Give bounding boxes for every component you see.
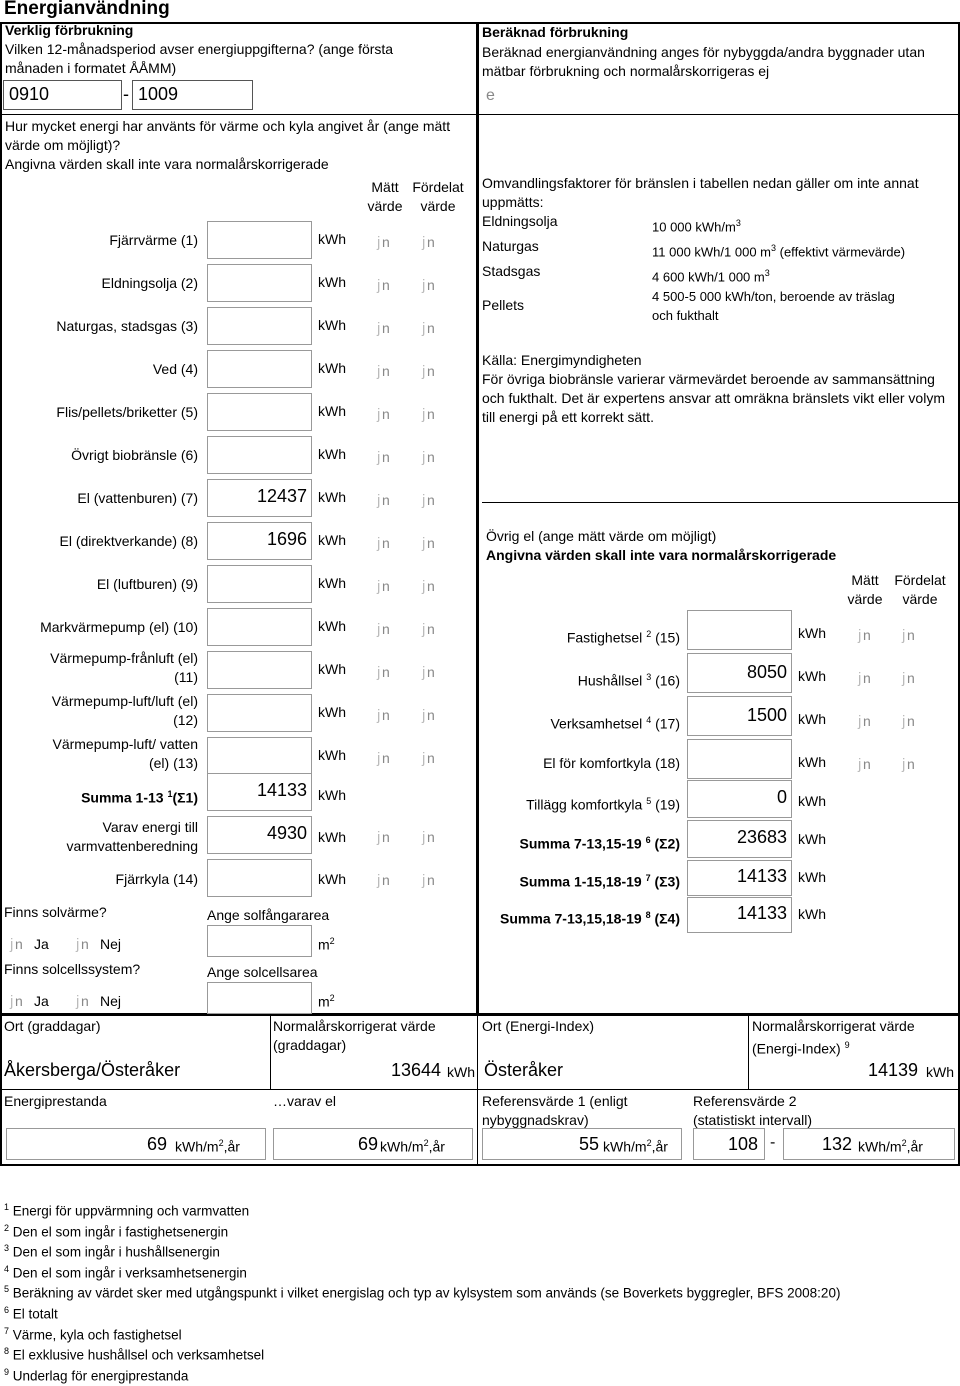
- svg-text:j: j: [76, 936, 80, 953]
- ovrig-el-row-unit: kWh: [798, 711, 826, 727]
- energy-row-label: Markvärmepump (el) (10): [40, 619, 198, 635]
- svg-text:j: j: [422, 621, 426, 638]
- svg-text:n: n: [382, 578, 390, 594]
- svg-text:n: n: [382, 449, 390, 465]
- tillagg-label: Tillägg komfortkyla $^5$ (19): [526, 796, 680, 813]
- energy-row-label: Fjärrvärme (1): [109, 232, 198, 248]
- ovrig-el-row-input[interactable]: [687, 610, 792, 650]
- energy-row-input[interactable]: [207, 651, 312, 689]
- energy-row-input[interactable]: 1696: [207, 522, 312, 560]
- ovrig-el-row-label: El för komfortkyla (18): [543, 755, 680, 771]
- energy-row-unit: kWh: [318, 317, 346, 333]
- summa-unit: kWh: [318, 787, 346, 803]
- energy-row-unit: kWh: [318, 747, 346, 763]
- svg-text:j: j: [422, 363, 426, 380]
- factor-name-olja: Eldningsolja: [482, 213, 558, 229]
- svg-text:n: n: [427, 578, 435, 594]
- solcell-ja-label: Ja: [34, 993, 49, 1009]
- energy-row-input[interactable]: [207, 264, 312, 302]
- sum4-label: Summa 7-13,15,18-19 $^8$ (Σ4): [500, 910, 680, 927]
- solcell-unit: $m^2$: [318, 993, 335, 1010]
- energy-row-fordelat-radio[interactable]: [420, 749, 438, 767]
- varav-fordelat-radio[interactable]: [420, 828, 438, 846]
- svg-text:j: j: [902, 627, 906, 644]
- svg-text:n: n: [863, 713, 871, 729]
- divider: [477, 1014, 478, 1166]
- divider: [477, 114, 960, 115]
- footnote: $^2$ Den el som ingår i fastighetsenergin: [4, 1222, 229, 1240]
- svg-text:n: n: [907, 670, 915, 686]
- svg-text:j: j: [377, 363, 381, 380]
- normal-graddagar-unit: kWh: [447, 1064, 475, 1080]
- energy-row-matt-radio[interactable]: [375, 276, 393, 294]
- svg-text:j: j: [422, 406, 426, 423]
- energy-row-label: Övrigt biobränsle (6): [71, 447, 198, 463]
- energy-row-input[interactable]: [207, 608, 312, 646]
- svg-text:n: n: [427, 363, 435, 379]
- energy-row-unit: kWh: [318, 403, 346, 419]
- tillagg-input[interactable]: 0: [687, 780, 792, 818]
- svg-text:n: n: [427, 707, 435, 723]
- svg-text:j: j: [858, 713, 862, 730]
- solcell-nej-label: Nej: [100, 993, 122, 1009]
- energy-row-label: El (vattenburen) (7): [77, 490, 198, 506]
- varav-label: Varav energi till varmvattenberedning: [66, 819, 198, 854]
- omvandling-intro: Omvandlingsfaktorer för bränslen i tabellen nedan gäller om inte annat uppmätts:: [482, 175, 919, 210]
- fjarrkyla-matt-radio[interactable]: [375, 871, 393, 889]
- ovrig-el-row-label: Verksamhetsel $^4$ (17): [550, 715, 680, 732]
- svg-text:j: j: [422, 492, 426, 509]
- sum4-unit: kWh: [798, 906, 826, 922]
- energy-row-unit: kWh: [318, 360, 346, 376]
- svg-text:j: j: [377, 621, 381, 638]
- svg-text:j: j: [377, 406, 381, 423]
- svg-text:j: j: [422, 277, 426, 294]
- svg-text:j: j: [10, 936, 14, 953]
- ref2-label: Referensvärde 2 (statistiskt intervall): [693, 1093, 813, 1128]
- energy-row-matt-radio[interactable]: [375, 663, 393, 681]
- svg-text:j: j: [377, 449, 381, 466]
- svg-text:n: n: [15, 936, 23, 952]
- energy-row-matt-radio[interactable]: [375, 448, 393, 466]
- svg-text:j: j: [422, 320, 426, 337]
- ovrig-el-row-matt-radio[interactable]: [856, 626, 874, 644]
- svg-text:j: j: [377, 535, 381, 552]
- energy-row-matt-radio[interactable]: [375, 749, 393, 767]
- normal-graddagar-label: Normalårskorrigerat värde (graddagar): [273, 1018, 436, 1053]
- footnote: $^3$ Den el som ingår i hushållsenergin: [4, 1243, 220, 1260]
- beraknad-checkbox[interactable]: e: [486, 87, 495, 104]
- energy-row-unit: kWh: [318, 704, 346, 720]
- footnote: $^6$ El totalt: [4, 1305, 58, 1322]
- footnote: $^7$ Värme, kyla och fastighetsel: [4, 1325, 182, 1343]
- period-separator: -: [123, 84, 129, 104]
- solfangar-label: Ange solfångararea: [207, 907, 330, 923]
- energiprestanda-input[interactable]: 69 kWh/$m^2,år$: [6, 1128, 266, 1160]
- ovrig-el-row-fordelat-radio[interactable]: [900, 712, 918, 730]
- svg-text:n: n: [427, 829, 435, 845]
- svg-text:n: n: [15, 993, 23, 1009]
- beraknad-title: Beräknad förbrukning: [482, 24, 629, 40]
- period-to-input[interactable]: 1009: [132, 80, 253, 110]
- svg-text:j: j: [377, 872, 381, 889]
- varav-matt-radio[interactable]: [375, 828, 393, 846]
- energy-row-fordelat-radio[interactable]: [420, 577, 438, 595]
- svg-text:j: j: [377, 829, 381, 846]
- svg-text:j: j: [422, 707, 426, 724]
- ort-graddagar-label: Ort (graddagar): [4, 1018, 101, 1034]
- solcell-nej-radio[interactable]: [74, 992, 92, 1010]
- ref1-label: Referensvärde 1 (enligt nybyggnadskrav): [482, 1093, 628, 1128]
- fjarrkyla-unit: kWh: [318, 871, 346, 887]
- ort-energi-value: Österåker: [484, 1060, 564, 1080]
- energy-row-input[interactable]: [207, 694, 312, 732]
- ovrig-el-row-unit: kWh: [798, 754, 826, 770]
- factor-value-stadsgas: 4 600 kWh/1 000 $m^3$: [652, 268, 770, 285]
- energy-row-fordelat-radio[interactable]: [420, 362, 438, 380]
- ref2-from-input[interactable]: 108: [693, 1128, 765, 1160]
- energy-row-label: Värmepump-luft/ vatten (el) (13): [52, 736, 198, 771]
- energy-row-input[interactable]: [207, 393, 312, 431]
- svg-text:j: j: [377, 750, 381, 767]
- sum2-label: Summa 7-13,15-19 $^6$ (Σ2): [519, 835, 680, 852]
- energy-row-label: Värmepump-luft/luft (el) (12): [51, 693, 198, 728]
- svg-text:n: n: [427, 535, 435, 551]
- footnote: $^8$ El exklusive hushållsel och verksamhetsel: [4, 1346, 265, 1363]
- energy-row-matt-radio[interactable]: [375, 620, 393, 638]
- energy-row-unit: kWh: [318, 661, 346, 677]
- ovrig-col-header-matt: Mätt värde: [847, 572, 883, 607]
- factor-name-pellets: Pellets: [482, 297, 525, 313]
- ovrig-el-note: Angivna värden skall inte vara normalårskorrigerade: [486, 547, 837, 563]
- energy-row-fordelat-radio[interactable]: [420, 534, 438, 552]
- ovrig-el-row-fordelat-radio[interactable]: [900, 669, 918, 687]
- factor-value-olja: 10 000 kWh/$m^3$: [652, 218, 741, 235]
- energy-question: Hur mycket energi har använts för värme och kyla angivet år (ange mätt värde om möjligt)?: [5, 118, 451, 153]
- energy-row-matt-radio[interactable]: [375, 491, 393, 509]
- ort-energi-label: Ort (Energi-Index): [482, 1018, 595, 1034]
- ovrig-el-row-input[interactable]: 8050: [687, 653, 792, 693]
- factor-name-stadsgas: Stadsgas: [482, 263, 541, 279]
- energy-row-fordelat-radio[interactable]: [420, 233, 438, 251]
- fjarrkyla-input[interactable]: [207, 859, 312, 897]
- summa-label: Summa 1-13 $^1$(Σ1): [81, 789, 198, 806]
- svg-text:n: n: [382, 621, 390, 637]
- svg-text:j: j: [422, 578, 426, 595]
- energy-row-input[interactable]: [207, 737, 312, 775]
- svg-text:n: n: [427, 872, 435, 888]
- ovrig-el-row-fordelat-radio[interactable]: [900, 626, 918, 644]
- ref1-input[interactable]: 55 kWh/$m^2,år$: [482, 1128, 682, 1160]
- energy-row-unit: kWh: [318, 231, 346, 247]
- sum3-input[interactable]: 14133: [687, 860, 792, 896]
- sum4-input[interactable]: 14133: [687, 897, 792, 933]
- svg-text:n: n: [382, 664, 390, 680]
- svg-text:j: j: [422, 234, 426, 251]
- energy-row-matt-radio[interactable]: [375, 233, 393, 251]
- solvarme-ja-radio[interactable]: [8, 935, 26, 953]
- energy-row-matt-radio[interactable]: [375, 405, 393, 423]
- solcell-question: Finns solcellssystem?: [4, 961, 141, 977]
- svg-text:n: n: [81, 993, 89, 1009]
- svg-text:n: n: [382, 535, 390, 551]
- solvarme-nej-label: Nej: [100, 936, 122, 952]
- varav-el-input[interactable]: 69 kWh/$m^2,år$: [273, 1128, 473, 1160]
- sum3-unit: kWh: [798, 869, 826, 885]
- footnote: $^4$ Den el som ingår i verksamhetsenergin: [4, 1263, 247, 1281]
- sum3-label: Summa 1-15,18-19 $^7$ (Σ3): [519, 873, 680, 890]
- svg-text:j: j: [377, 277, 381, 294]
- energy-row-unit: kWh: [318, 618, 346, 634]
- energy-row-unit: kWh: [318, 274, 346, 290]
- ovrig-el-row-input[interactable]: 1500: [687, 696, 792, 736]
- footnote: $^5$ Beräkning av värdet sker med utgångspunkt i vilket energislag och typ av kylsystem som används (se Boverkets byggregler, BFS 2008:20): [4, 1284, 841, 1301]
- energy-row-label: Naturgas, stadsgas (3): [56, 318, 198, 334]
- factor-value-naturgas: 11 000 kWh/1 000 $m^3$ (effektivt värmevärde): [652, 243, 906, 260]
- energy-row-unit: kWh: [318, 489, 346, 505]
- ovrig-el-row-label: Hushållsel $^3$ (16): [577, 672, 680, 689]
- fjarrkyla-fordelat-radio[interactable]: [420, 871, 438, 889]
- kalla-text: För övriga biobränsle varierar värmevärdet beroende av sammansättning och fukthalt. Det är expertens ansvar att omräkna bränslets vikt eller volym till energi på ett korrekt sätt.: [482, 371, 945, 425]
- svg-text:n: n: [427, 750, 435, 766]
- energy-row-unit: kWh: [318, 446, 346, 462]
- svg-text:j: j: [858, 670, 862, 687]
- solvarme-ja-label: Ja: [34, 936, 49, 952]
- energy-row-label: Eldningsolja (2): [101, 275, 198, 291]
- svg-text:j: j: [377, 707, 381, 724]
- divider: [0, 1089, 960, 1090]
- ref2-to-input[interactable]: 132 kWh/$m^2,år$: [783, 1128, 955, 1160]
- solfangar-unit: $m^2$: [318, 936, 335, 953]
- energy-row-matt-radio[interactable]: [375, 319, 393, 337]
- energy-row-input[interactable]: [207, 307, 312, 345]
- beraknad-desc: Beräknad energianvändning anges för nybyggda/andra byggnader utan mätbar förbrukning och normalårskorrigeras ej: [482, 44, 925, 79]
- page-title: Energianvändning: [4, 0, 170, 19]
- svg-text:n: n: [382, 492, 390, 508]
- ovrig-el-row-matt-radio[interactable]: [856, 712, 874, 730]
- sum2-unit: kWh: [798, 831, 826, 847]
- kalla-label: Källa: Energimyndigheten: [482, 352, 642, 368]
- solvarme-question: Finns solvärme?: [4, 904, 107, 920]
- ovrig-el-row-matt-radio[interactable]: [856, 669, 874, 687]
- svg-text:j: j: [377, 320, 381, 337]
- svg-text:n: n: [907, 627, 915, 643]
- svg-text:j: j: [858, 756, 862, 773]
- energy-row-input[interactable]: [207, 436, 312, 474]
- svg-text:n: n: [863, 670, 871, 686]
- svg-text:j: j: [422, 872, 426, 889]
- svg-text:n: n: [81, 936, 89, 952]
- svg-text:n: n: [427, 277, 435, 293]
- solfangar-input[interactable]: [207, 925, 312, 957]
- summa-input[interactable]: 14133: [207, 773, 312, 811]
- energy-row-label: El (luftburen) (9): [96, 576, 198, 592]
- fjarrkyla-label: Fjärrkyla (14): [115, 871, 198, 887]
- sum2-input[interactable]: 23683: [687, 820, 792, 858]
- divider: [748, 1014, 749, 1090]
- svg-text:j: j: [422, 449, 426, 466]
- divider: [482, 502, 960, 503]
- period-from-input[interactable]: 0910: [3, 80, 122, 110]
- svg-text:j: j: [902, 713, 906, 730]
- svg-text:j: j: [10, 993, 14, 1010]
- svg-text:n: n: [382, 707, 390, 723]
- energy-row-fordelat-radio[interactable]: [420, 319, 438, 337]
- energy-row-matt-radio[interactable]: [375, 706, 393, 724]
- normal-energi-label: Normalårskorrigerat värde (Energi-Index) $^9$: [752, 1018, 915, 1057]
- svg-text:n: n: [427, 449, 435, 465]
- energy-row-matt-radio[interactable]: [375, 577, 393, 595]
- svg-text:n: n: [427, 320, 435, 336]
- energiprestanda-label: Energiprestanda: [4, 1093, 107, 1109]
- svg-text:n: n: [382, 872, 390, 888]
- energy-row-unit: kWh: [318, 575, 346, 591]
- normal-energi-unit: kWh: [926, 1064, 954, 1080]
- svg-text:j: j: [76, 993, 80, 1010]
- factor-name-naturgas: Naturgas: [482, 238, 539, 254]
- ovrig-el-row-unit: kWh: [798, 625, 826, 641]
- footnote: $^9$ Underlag för energiprestanda: [4, 1366, 189, 1384]
- svg-text:j: j: [422, 829, 426, 846]
- svg-text:n: n: [382, 234, 390, 250]
- varav-input[interactable]: 4930: [207, 816, 312, 854]
- period-question: Vilken 12-månadsperiod avser energiuppgifterna? (ange första månaden i formatet ÅÅMM): [5, 41, 394, 76]
- ovrig-el-row-label: Fastighetsel $^2$ (15): [566, 629, 680, 646]
- svg-text:n: n: [427, 406, 435, 422]
- energy-row-fordelat-radio[interactable]: [420, 491, 438, 509]
- energy-row-fordelat-radio[interactable]: [420, 448, 438, 466]
- energy-row-input[interactable]: [207, 565, 312, 603]
- verklig-title: Verklig förbrukning: [5, 22, 134, 38]
- energy-row-fordelat-radio[interactable]: [420, 706, 438, 724]
- svg-text:n: n: [427, 621, 435, 637]
- svg-text:j: j: [422, 664, 426, 681]
- svg-text:n: n: [382, 277, 390, 293]
- energy-row-input[interactable]: [207, 350, 312, 388]
- col-header-fordelat: Fördelat värde: [412, 179, 464, 214]
- svg-text:n: n: [907, 756, 915, 772]
- svg-text:j: j: [422, 750, 426, 767]
- energy-row-label: Värmepump-frånluft (el) (11): [50, 650, 198, 685]
- energy-row-label: El (direktverkande) (8): [59, 533, 198, 549]
- svg-text:n: n: [427, 664, 435, 680]
- solcell-ja-radio[interactable]: [8, 992, 26, 1010]
- divider: [270, 1014, 271, 1090]
- solcell-input[interactable]: [207, 982, 312, 1014]
- energy-row-label: Flis/pellets/briketter (5): [56, 404, 198, 420]
- ovrig-col-header-fordelat: Fördelat värde: [894, 572, 946, 607]
- energy-row-unit: kWh: [318, 532, 346, 548]
- svg-text:j: j: [902, 756, 906, 773]
- svg-text:n: n: [382, 363, 390, 379]
- ovrig-el-row-fordelat-radio[interactable]: [900, 755, 918, 773]
- energy-row-input[interactable]: 12437: [207, 479, 312, 517]
- col-header-matt: Mätt värde: [367, 179, 403, 214]
- svg-text:n: n: [863, 627, 871, 643]
- energy-row-fordelat-radio[interactable]: [420, 663, 438, 681]
- ovrig-el-row-input[interactable]: [687, 739, 792, 779]
- divider: [0, 114, 478, 115]
- svg-text:j: j: [422, 535, 426, 552]
- svg-text:j: j: [858, 627, 862, 644]
- svg-text:n: n: [427, 492, 435, 508]
- ovrig-el-title: Övrig el (ange mätt värde om möjligt): [486, 528, 717, 544]
- svg-text:n: n: [907, 713, 915, 729]
- energy-note: Angivna värden skall inte vara normalårskorrigerade: [5, 156, 329, 172]
- normal-graddagar-value: 13644: [390, 1060, 441, 1080]
- energy-row-matt-radio[interactable]: [375, 362, 393, 380]
- svg-text:j: j: [902, 670, 906, 687]
- svg-text:n: n: [382, 320, 390, 336]
- svg-text:j: j: [377, 492, 381, 509]
- energy-row-input[interactable]: [207, 221, 312, 259]
- solvarme-nej-radio[interactable]: [74, 935, 92, 953]
- svg-text:n: n: [382, 829, 390, 845]
- footnote: $^1$ Energi för uppvärmning och varmvatten: [4, 1202, 250, 1219]
- tillagg-unit: kWh: [798, 793, 826, 809]
- energy-row-fordelat-radio[interactable]: [420, 276, 438, 294]
- normal-energi-value: 14139: [867, 1060, 918, 1080]
- ovrig-el-row-unit: kWh: [798, 668, 826, 684]
- energy-row-fordelat-radio[interactable]: [420, 405, 438, 423]
- energy-row-matt-radio[interactable]: [375, 534, 393, 552]
- svg-text:n: n: [863, 756, 871, 772]
- energy-row-fordelat-radio[interactable]: [420, 620, 438, 638]
- factor-value-pellets: 4 500-5 000 kWh/ton, beroende av träslag och fukthalt: [652, 289, 895, 323]
- energy-row-label: Ved (4): [152, 361, 198, 377]
- svg-text:n: n: [382, 750, 390, 766]
- ort-graddagar-value: Åkersberga/Österåker: [4, 1060, 181, 1080]
- ref2-separator: -: [770, 1134, 776, 1151]
- svg-text:j: j: [377, 578, 381, 595]
- ovrig-el-row-matt-radio[interactable]: [856, 755, 874, 773]
- varav-unit: kWh: [318, 829, 346, 845]
- svg-text:j: j: [377, 234, 381, 251]
- svg-text:n: n: [382, 406, 390, 422]
- solcell-label: Ange solcellsarea: [207, 964, 318, 980]
- svg-text:n: n: [427, 234, 435, 250]
- varav-el-label: …varav el: [273, 1093, 337, 1109]
- svg-text:j: j: [377, 664, 381, 681]
